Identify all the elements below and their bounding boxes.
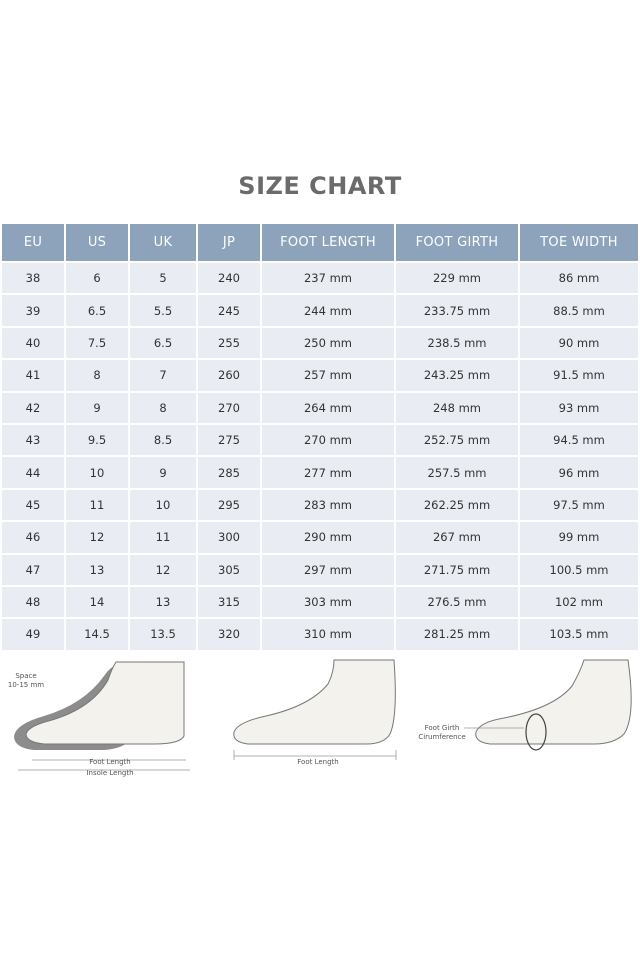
table-cell-toe-width: 93 mm (520, 391, 638, 423)
foot-length-label: Foot Length (297, 758, 339, 766)
size-chart-table (2, 224, 638, 650)
table-cell-foot-girth: 248 mm (396, 391, 520, 423)
table-cell-foot-length: 244 mm (262, 293, 396, 325)
foot-length-label: Foot Length (89, 758, 131, 766)
table-cell-uk: 9 (130, 455, 198, 487)
page-title: SIZE CHART (238, 172, 402, 200)
table-cell-uk: 5.5 (130, 293, 198, 325)
table-cell-foot-girth: 233.75 mm (396, 293, 520, 325)
table-cell-uk: 8.5 (130, 423, 198, 455)
table-cell-jp: 300 (198, 520, 262, 552)
table-row (2, 326, 638, 358)
table-cell-uk: 7 (130, 358, 198, 390)
table-cell-jp: 275 (198, 423, 262, 455)
table-row (2, 358, 638, 390)
table-cell-jp: 260 (198, 358, 262, 390)
table-cell-foot-length: 277 mm (262, 455, 396, 487)
column-header-foot-length: FOOT LENGTH (262, 224, 396, 261)
table-row (2, 455, 638, 487)
table-cell-foot-length: 303 mm (262, 585, 396, 617)
foot-length-illustration (226, 656, 406, 776)
table-cell-jp: 285 (198, 455, 262, 487)
column-header-us: US (66, 224, 130, 261)
table-cell-foot-girth: 262.25 mm (396, 488, 520, 520)
table-cell-us: 10 (66, 455, 130, 487)
table-cell-eu: 46 (2, 520, 66, 552)
table-cell-us: 6.5 (66, 293, 130, 325)
table-row (2, 553, 638, 585)
table-cell-foot-length: 283 mm (262, 488, 396, 520)
table-cell-foot-length: 290 mm (262, 520, 396, 552)
table-cell-eu: 41 (2, 358, 66, 390)
table-cell-us: 6 (66, 261, 130, 293)
table-cell-jp: 245 (198, 293, 262, 325)
table-cell-foot-girth: 238.5 mm (396, 326, 520, 358)
table-cell-eu: 42 (2, 391, 66, 423)
table-cell-toe-width: 88.5 mm (520, 293, 638, 325)
column-header-uk: UK (130, 224, 198, 261)
circumference-label: Cirumference (418, 733, 466, 741)
table-cell-toe-width: 99 mm (520, 520, 638, 552)
column-header-foot-girth: FOOT GIRTH (396, 224, 520, 261)
table-cell-eu: 45 (2, 488, 66, 520)
table-cell-us: 9.5 (66, 423, 130, 455)
table-row (2, 423, 638, 455)
insole-illustration (4, 656, 204, 786)
table-cell-uk: 10 (130, 488, 198, 520)
table-cell-uk: 6.5 (130, 326, 198, 358)
table-row (2, 488, 638, 520)
table-cell-toe-width: 103.5 mm (520, 617, 638, 649)
space-label: Space (15, 672, 37, 680)
table-cell-jp: 255 (198, 326, 262, 358)
table-cell-uk: 8 (130, 391, 198, 423)
table-cell-uk: 13.5 (130, 617, 198, 649)
column-header-toe-width: TOE WIDTH (520, 224, 638, 261)
table-header-row (2, 224, 638, 261)
table-cell-us: 11 (66, 488, 130, 520)
foot-girth-illustration (414, 656, 638, 766)
table-row (2, 585, 638, 617)
table-cell-toe-width: 100.5 mm (520, 553, 638, 585)
table-cell-toe-width: 102 mm (520, 585, 638, 617)
table-cell-eu: 49 (2, 617, 66, 649)
table-cell-us: 7.5 (66, 326, 130, 358)
table-cell-jp: 315 (198, 585, 262, 617)
table-cell-us: 14.5 (66, 617, 130, 649)
table-cell-eu: 43 (2, 423, 66, 455)
table-row (2, 617, 638, 649)
column-header-jp: JP (198, 224, 262, 261)
table-cell-foot-length: 257 mm (262, 358, 396, 390)
table-cell-foot-girth: 252.75 mm (396, 423, 520, 455)
table-cell-toe-width: 91.5 mm (520, 358, 638, 390)
table-cell-us: 12 (66, 520, 130, 552)
table-cell-eu: 44 (2, 455, 66, 487)
table-cell-us: 8 (66, 358, 130, 390)
space-value-label: 10-15 mm (7, 681, 45, 689)
table-cell-us: 14 (66, 585, 130, 617)
table-cell-jp: 295 (198, 488, 262, 520)
table-cell-toe-width: 86 mm (520, 261, 638, 293)
table-cell-eu: 38 (2, 261, 66, 293)
table-cell-uk: 11 (130, 520, 198, 552)
table-cell-jp: 270 (198, 391, 262, 423)
table-cell-foot-girth: 243.25 mm (396, 358, 520, 390)
table-cell-toe-width: 94.5 mm (520, 423, 638, 455)
table-row (2, 293, 638, 325)
foot-in-shoe-icon (26, 662, 184, 744)
table-cell-foot-length: 310 mm (262, 617, 396, 649)
table-cell-toe-width: 90 mm (520, 326, 638, 358)
table-cell-us: 9 (66, 391, 130, 423)
table-cell-foot-length: 297 mm (262, 553, 396, 585)
table-cell-foot-girth: 281.25 mm (396, 617, 520, 649)
column-header-eu: EU (2, 224, 66, 261)
table-cell-foot-length: 250 mm (262, 326, 396, 358)
table-cell-foot-length: 264 mm (262, 391, 396, 423)
foot-girth-icon (476, 660, 631, 744)
table-cell-foot-length: 270 mm (262, 423, 396, 455)
table-cell-uk: 13 (130, 585, 198, 617)
table-cell-eu: 47 (2, 553, 66, 585)
table-cell-foot-girth: 257.5 mm (396, 455, 520, 487)
table-cell-toe-width: 96 mm (520, 455, 638, 487)
table-cell-eu: 39 (2, 293, 66, 325)
table-cell-eu: 40 (2, 326, 66, 358)
table-cell-foot-girth: 276.5 mm (396, 585, 520, 617)
table-cell-eu: 48 (2, 585, 66, 617)
table-cell-jp: 320 (198, 617, 262, 649)
table-cell-foot-girth: 267 mm (396, 520, 520, 552)
table-row (2, 261, 638, 293)
insole-length-label: Insole Length (86, 769, 134, 777)
table-cell-us: 13 (66, 553, 130, 585)
foot-side-icon (234, 660, 396, 744)
table-cell-foot-girth: 271.75 mm (396, 553, 520, 585)
foot-girth-label: Foot Girth (424, 724, 460, 732)
table-row (2, 391, 638, 423)
table-cell-jp: 305 (198, 553, 262, 585)
table-cell-foot-girth: 229 mm (396, 261, 520, 293)
table-cell-uk: 5 (130, 261, 198, 293)
table-row (2, 520, 638, 552)
table-cell-uk: 12 (130, 553, 198, 585)
table-cell-toe-width: 97.5 mm (520, 488, 638, 520)
table-cell-foot-length: 237 mm (262, 261, 396, 293)
table-cell-jp: 240 (198, 261, 262, 293)
